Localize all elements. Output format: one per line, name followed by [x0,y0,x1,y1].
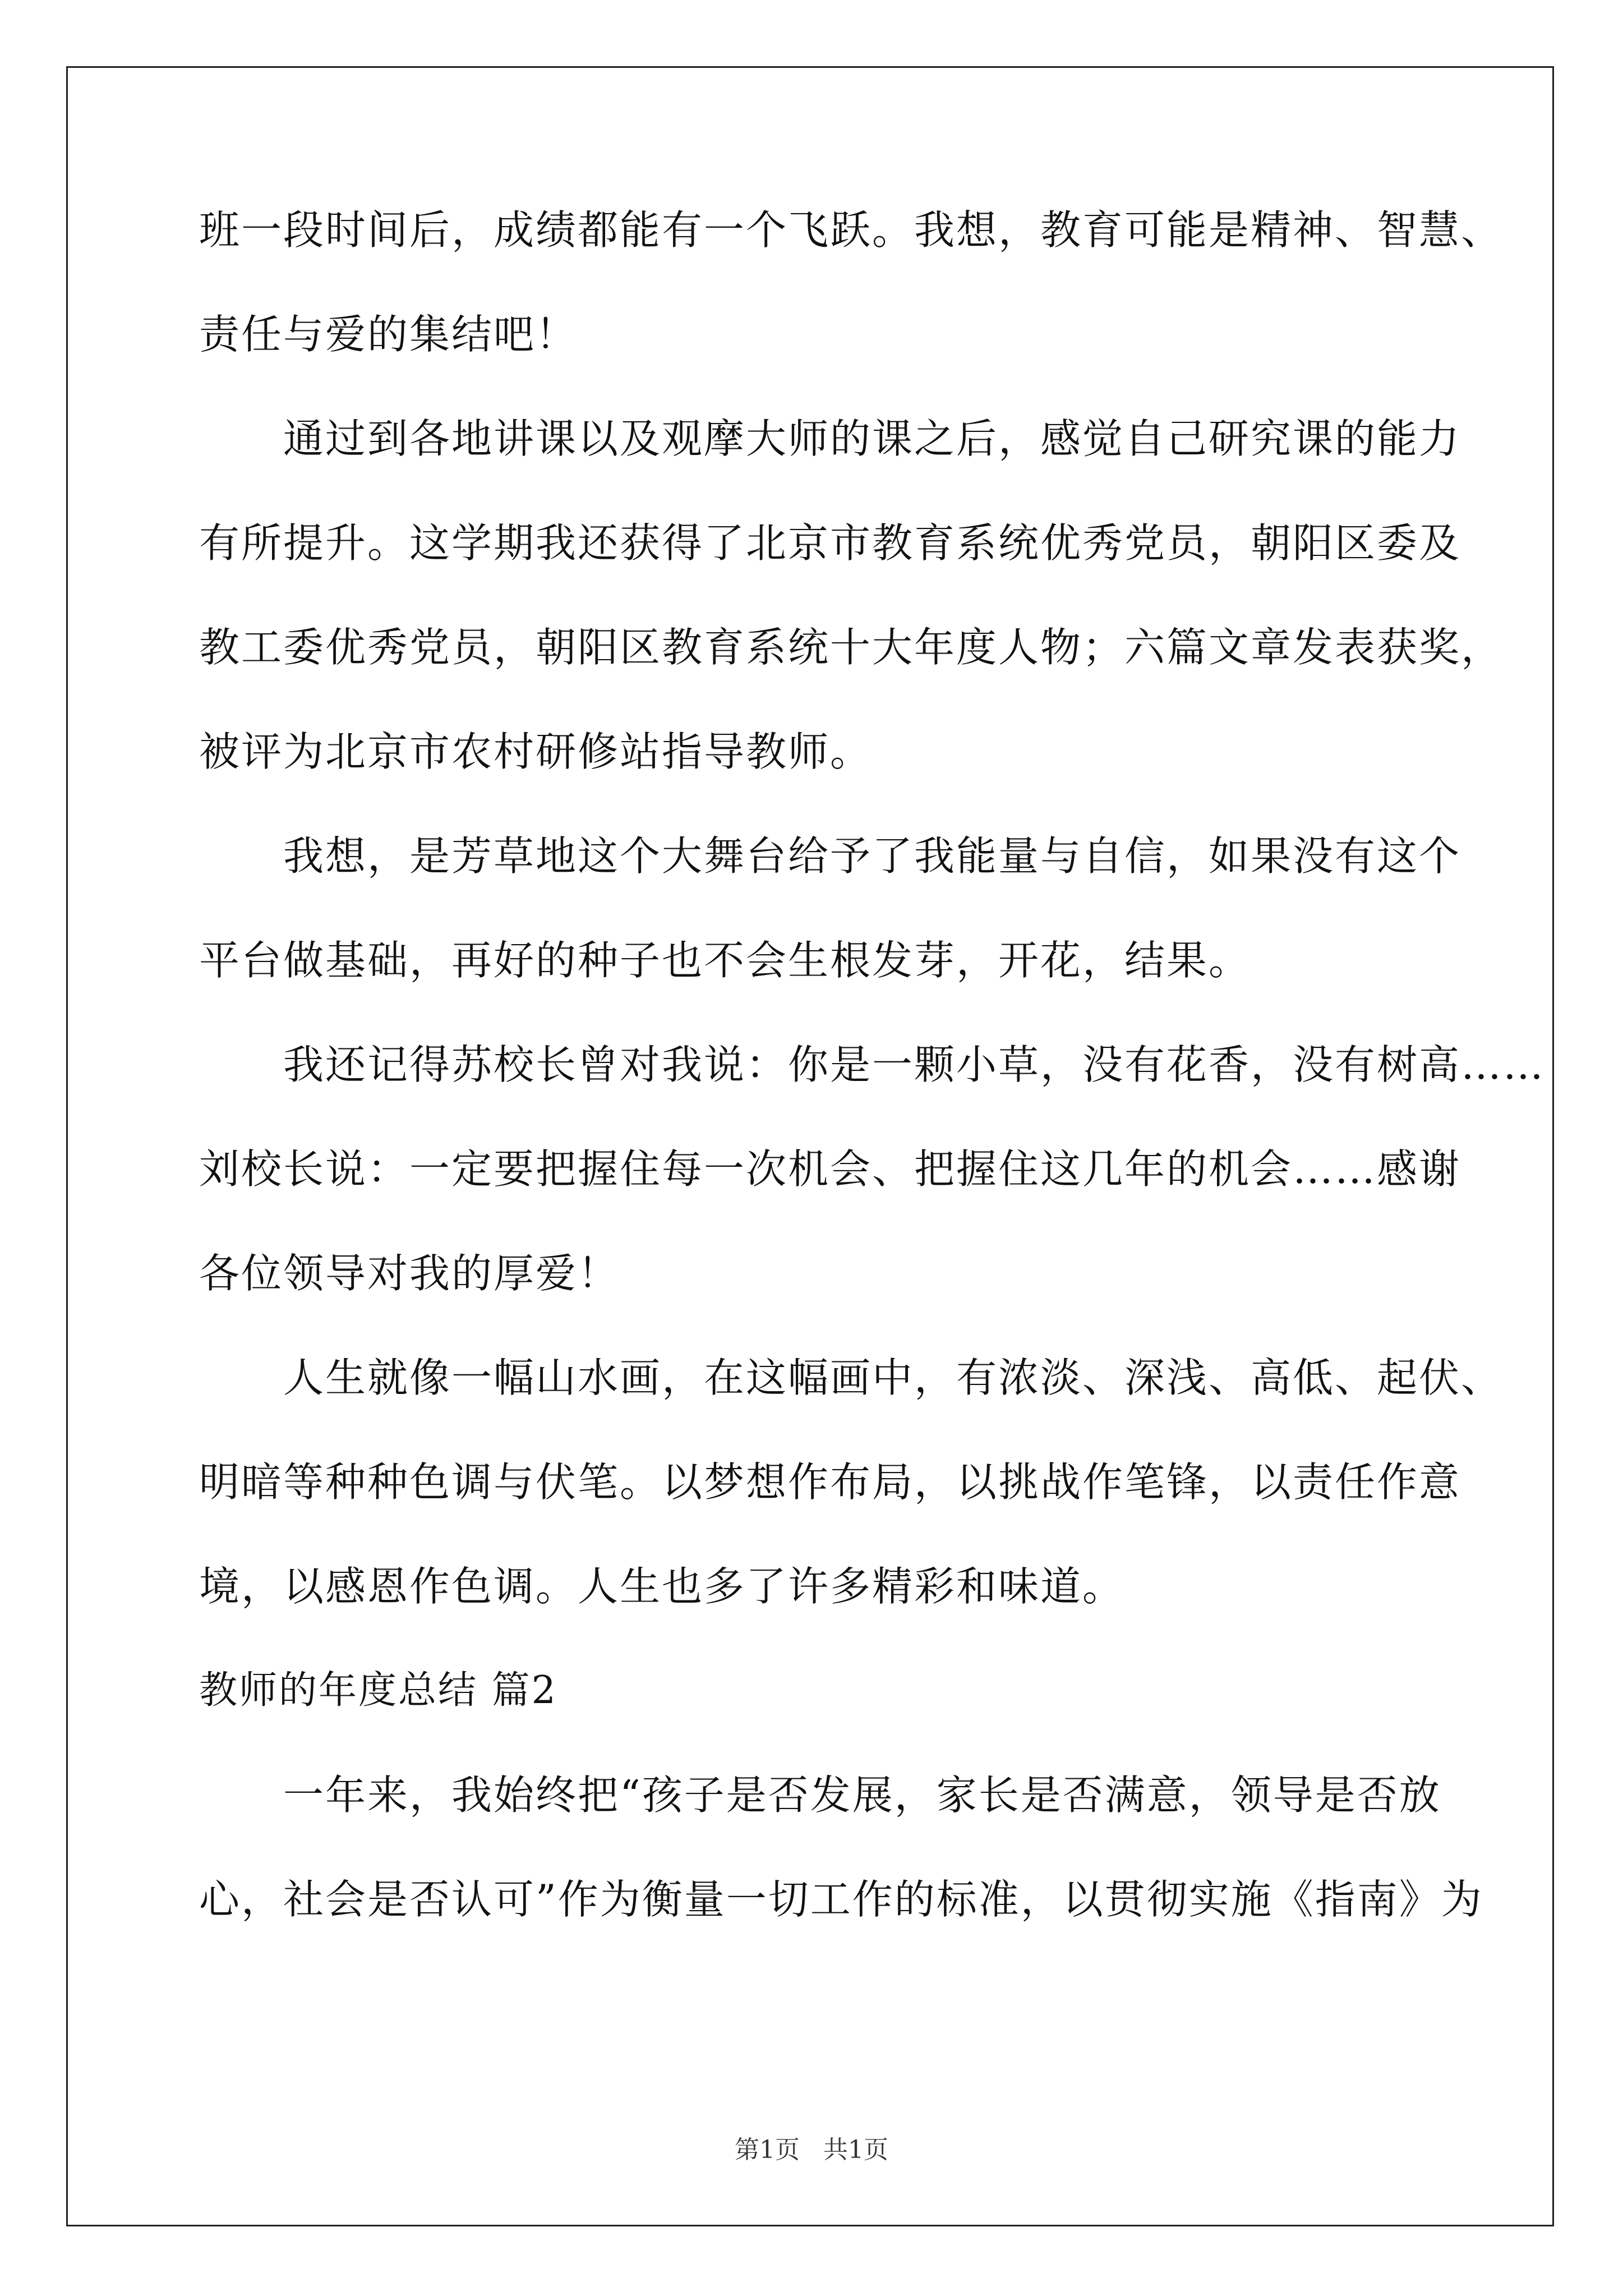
body-line: 心，社会是否认可”作为衡量一切工作的标准，以贯彻实施《指南》为 [199,1876,1483,1923]
body-line: 被评为北京市农村研修站指导教师。 [199,728,873,775]
paragraph-first-line: 一年来，我始终把“孩子是否发展，家长是否满意，领导是否放 [283,1772,1441,1819]
paragraph-first-line: 我还记得苏校长曾对我说：你是一颗小草，没有花香，没有树高…… [283,1041,1546,1088]
page-number-footer: 第1页 共1页 [735,2136,888,2164]
body-line: 明暗等种种色调与伏笔。以梦想作布局，以挑战作笔锋，以责任作意 [199,1458,1461,1506]
body-line: 平台做基础，再好的种子也不会生根发芽，开花，结果。 [199,937,1251,984]
section-heading: 教师的年度总结 篇2 [199,1668,557,1713]
body-line: 责任与爱的集结吧！ [199,311,578,358]
body-line: 各位领导对我的厚爱！ [199,1250,620,1297]
body-line: 教工委优秀党员，朝阳区教育系统十大年度人物；六篇文章发表获奖， [199,624,1504,671]
body-line: 境，以感恩作色调。人生也多了许多精彩和味道。 [199,1563,1125,1610]
paragraph-first-line: 人生就像一幅山水画，在这幅画中，有浓淡、深浅、高低、起伏、 [283,1354,1504,1401]
body-line: 班一段时间后，成绩都能有一个飞跃。我想，教育可能是精神、智慧、 [199,206,1504,254]
body-line: 有所提升。这学期我还获得了北京市教育系统优秀党员，朝阳区委及 [199,519,1461,567]
body-line: 刘校长说：一定要把握住每一次机会、把握住这几年的机会……感谢 [199,1145,1461,1193]
paragraph-first-line: 我想，是芳草地这个大舞台给予了我能量与自信，如果没有这个 [283,832,1461,880]
document-body [199,202,1546,1927]
paragraph-first-line: 通过到各地讲课以及观摩大师的课之后，感觉自己研究课的能力 [283,415,1461,462]
